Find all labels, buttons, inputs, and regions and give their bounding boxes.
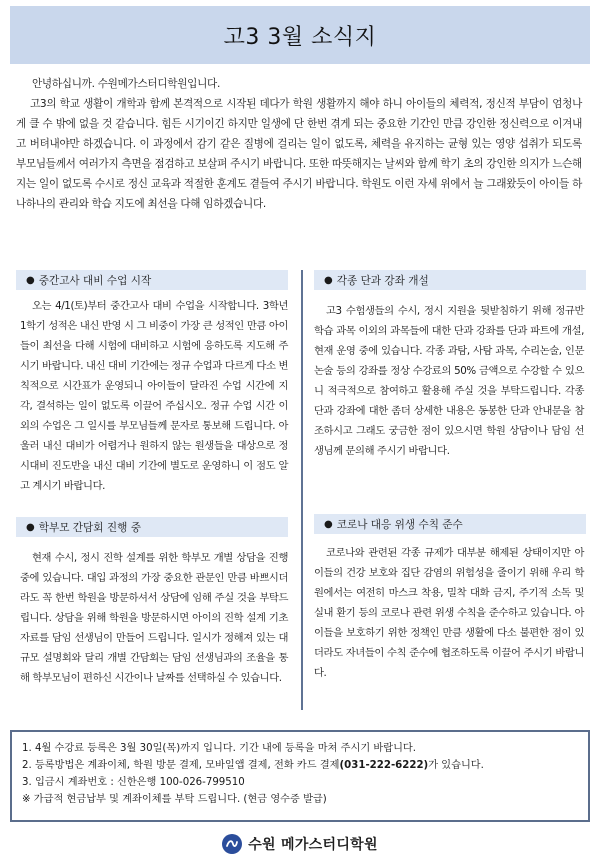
bullet-icon: ● [26,274,35,286]
notice-line-3: 3. 입금시 계좌번호 : 신한은행 100-026-799510 [22,777,245,788]
section-heading-parent-meeting [16,517,288,537]
section-heading-midterm [16,270,288,290]
section-body-courses: 고3 수험생들의 수시, 정시 지원을 뒷받침하기 위해 정규반 학습 과목 이외의 과목들에 대한 단과 강좌를 단과 파트에 개설, 현재 운영 중에 있습니다. 각종 과탐, 사탐 과목, 수리논술, 인문논술 등의 강좌를 정상 수강료의 50% 금액으로 수강할 수 있으니 적극적으로 참여하고 활용해 주실 것을 부탁드립니다. 각종 단과 강좌에 대한 좀더 상세한 내용은 동봉한 단과 안내문을 참조하시고 그래도 궁금한 점이 있으시면 학원 상담이나 담임 선생님께 문의해 주시기 바랍니다. [314,305,584,457]
academy-name: 수원 메가스터디학원 [248,837,378,853]
phone-number: (031-222-6222) [339,760,429,771]
notice-line-1: 1. 4월 수강료 등록은 3월 30일(목)까지 입니다. 기간 내에 등록을 마쳐 주시기 바랍니다. [22,743,417,754]
notice-line-2-text: 2. 등록방법은 계좌이체, 학원 방문 결제, 모바일앱 결제, 전화 카드 결제 [22,760,340,771]
notice-line-4: ※ 가급적 현금납부 및 계좌이체를 부탁 드립니다. (현금 영수증 발급) [22,794,327,805]
column-divider [301,270,303,710]
notice-line-2-suffix: 가 있습니다. [428,760,484,771]
footer-brand [0,826,600,862]
bullet-icon: ● [26,521,35,533]
section-heading-label: 코로나 대응 위생 수칙 준수 [336,518,463,531]
page-title: 고3 3월 소식지 [223,24,377,50]
intro-greeting: 안녕하십니까. 수원메가스터디학원입니다. [32,78,221,90]
section-heading-covid [314,514,586,534]
intro-letter [16,74,582,214]
section-body-midterm: 오는 4/1(토)부터 중간고사 대비 수업을 시작합니다. 3학년 1학기 성적은 내신 반영 시 그 비중이 가장 큰 성적인 만큼 아이들이 최선을 다해 시험에 대비하고 시험에 응하도록 지도해 주시기 바랍니다. 내신 대비 기간에는 정규 수업과 다르게 다소 변칙적으로 시간표가 운영되니 아이들이 달라진 수업 시간에 지각, 결석하는 일이 없도록 이끌어 주십시오. 정규 수업 시간 이외의 수업은 그 일시를 부모님들께 문자로 통보해 드립니다. 아울러 내신 대비가 어렵거나 원하지 않는 원생들을 대상으로 정시대비 진도반을 내신 대비 기간에 별도로 운영하니 이 점도 알고 계시기 바랍니다. [20,300,288,492]
section-body-parent-meeting: 현재 수시, 정시 진학 설계를 위한 학부모 개별 상담을 진행 중에 있습니다. 대입 과정의 가장 중요한 관문인 만큼 바쁘시더라도 꼭 한번 학원을 방문하셔서 상담에 임해 주실 것을 부탁드립니다. 상담을 위해 학원을 방문하시면 아이의 진학 설계 기초 자료를 담임 선생님이 만들어 드립니다. 일시가 정해져 있는 대규모 설명회와 달리 개별 간담회는 담임 선생님과의 조율을 통해 학부모님이 편하신 시간이나 날짜를 선택하실 수 있습니다. [20,552,288,684]
bullet-icon: ● [324,274,333,286]
intro-body: 고3의 학교 생활이 개학과 함께 본격적으로 시작된 데다가 학원 생활까지 해야 하니 아이들의 체력적, 정신적 부담이 엄청나게 클 수 밖에 없을 것 같습니다. 힘든 시기이긴 하지만 일생에 단 한번 겪게 되는 중요한 기간인 만큼 강인한 정신력으로 이겨내고 버텨내야만 하겠습니다. 이 과정에서 감기 같은 질병에 걸리는 일이 없도록, 체력을 유지하는 균형 있는 영양 섭취가 되도록 부모님들께서 여러가지 측면을 점검하고 보살펴 주시기 바랍니다. 또한 따뜻해지는 날씨와 함께 학기 초의 강인한 의지가 느슨해지는 일이 없도록 수시로 정신 교육과 적절한 훈계도 곁들여 주시기 바랍니다. 학원도 이런 자세 위에서 늘 그래왔듯이 아이들 하나하나의 관리와 학습 지도에 최선을 다해 임하겠습니다. [16,98,582,210]
newsletter-title-band [10,6,590,64]
section-heading-label: 중간고사 대비 수업 시작 [38,274,152,287]
megastudy-logo-icon [222,834,242,854]
section-heading-label: 학부모 간담회 진행 중 [38,521,141,534]
section-heading-courses [314,270,586,290]
section-body-covid: 코로나와 관련된 각종 규제가 대부분 해제된 상태이지만 아이들의 건강 보호와 집단 감염의 위험성을 줄이기 위해 우리 학원에서는 여전히 마스크 착용, 밀착 대화 금지, 주기적 소독 및 실내 환기 등의 코로나 관련 위생 수칙을 준수하고 있습니다. 아이들을 보호하기 위한 정책인 만큼 생활에 다소 불편한 점이 있더라도 자녀들이 수칙 준수에 협조하도록 이끌어 주시기 바랍니다. [314,547,584,679]
section-heading-label: 각종 단과 강좌 개설 [336,274,429,287]
bullet-icon: ● [324,518,333,530]
notice-line-2 [22,757,578,774]
notice-box [10,730,590,822]
